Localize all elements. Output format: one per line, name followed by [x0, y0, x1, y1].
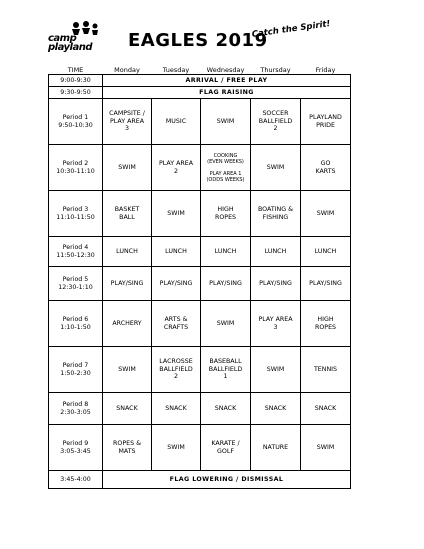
col-header-tuesday: Tuesday: [162, 65, 190, 74]
row-period-6: [49, 301, 351, 347]
period-label: Period 9: [62, 440, 89, 447]
activity-line: PLAY/SING: [159, 279, 193, 287]
activity-line: (ODDS WEEKS): [206, 176, 245, 183]
activity-line: LUNCH: [116, 247, 138, 255]
activity-cell-tuesday: [152, 237, 201, 267]
activity-line: SNACK: [116, 404, 138, 412]
activity-line: 2: [273, 125, 278, 133]
activity-line: SWIM: [167, 443, 185, 451]
activity-cell-wednesday: [201, 301, 251, 347]
activity-line: KARATE /: [211, 440, 240, 447]
time-cell: [49, 347, 103, 393]
activity-line: GO: [320, 160, 331, 167]
flag-raising-cell: FLAG RAISING: [103, 87, 351, 99]
activity-line: GOLF: [217, 447, 234, 455]
activity-cell-wednesday: [201, 425, 251, 471]
activity-line: SWIM: [118, 163, 136, 171]
activity-line: LUNCH: [264, 247, 287, 255]
activity-line: COOKING: [213, 152, 238, 159]
activity-line: SWIM: [316, 443, 335, 451]
activity-cell-tuesday: [152, 347, 201, 393]
activity-line: LACROSSE: [159, 358, 193, 366]
activity-cell-tuesday: [152, 99, 201, 145]
period-time: 1:50-2:30: [60, 369, 91, 377]
col-header-monday: Monday: [114, 65, 140, 74]
time-cell: [49, 301, 103, 347]
activity-line: BALLFIELD: [208, 365, 243, 373]
activity-line: ARTS &: [164, 316, 188, 323]
period-label: Period 1: [62, 114, 89, 121]
activity-cell-thursday: [251, 99, 301, 145]
activity-cell-monday: [103, 191, 152, 237]
row-arrival: [49, 75, 351, 87]
activity-cell-monday: [103, 425, 152, 471]
time-cell: [49, 393, 103, 425]
row-period-5: [49, 267, 351, 301]
activity-line: BALL: [119, 213, 135, 221]
activity-cell-monday: [103, 301, 152, 347]
activity-line: 3: [273, 323, 278, 331]
time-cell: [49, 145, 103, 191]
time-cell: [49, 99, 103, 145]
period-label: Period 3: [62, 206, 89, 213]
period-time: 10:30-11:10: [56, 167, 95, 175]
activity-line: PLAY AREA: [258, 316, 293, 323]
row-period-3: [49, 191, 351, 237]
activity-line: SNACK: [165, 404, 187, 412]
activity-cell-tuesday: [152, 301, 201, 347]
activity-cell-tuesday: [152, 145, 201, 191]
activity-line: CAMPSITE /: [109, 110, 145, 118]
activity-line: MATS: [118, 447, 136, 455]
activity-cell-friday: [301, 145, 351, 191]
activity-cell-thursday: [251, 237, 301, 267]
period-time: 3:05-3:45: [60, 447, 91, 455]
activity-line: SNACK: [314, 404, 337, 412]
header-row: [49, 63, 351, 75]
activity-cell-friday: [301, 425, 351, 471]
activity-line: SNACK: [214, 404, 237, 412]
time-cell: [49, 237, 103, 267]
time-cell: [49, 191, 103, 237]
activity-cell-monday: [103, 347, 152, 393]
time-cell: [49, 425, 103, 471]
dismissal-cell: FLAG LOWERING / DISMISSAL: [103, 471, 351, 489]
period-label: Period 5: [62, 276, 89, 283]
activity-line: PLAY/SING: [110, 279, 144, 287]
row-period-1: [49, 99, 351, 145]
activity-line: HIGH: [317, 316, 334, 323]
col-header-friday: Friday: [315, 65, 336, 74]
activity-cell-thursday: [251, 301, 301, 347]
page-title: EAGLES 2019: [128, 30, 268, 51]
activity-cell-wednesday: [201, 191, 251, 237]
activity-cell-thursday: [251, 191, 301, 237]
activity-line: BASKET: [114, 206, 140, 213]
page-header: [0, 0, 424, 62]
activity-line: ROPES &: [112, 440, 142, 447]
activity-cell-wednesday: [201, 347, 251, 393]
activity-line: SWIM: [118, 365, 136, 373]
period-time: 11:50-12:30: [56, 251, 95, 259]
activity-line: (EVEN WEEKS): [207, 158, 244, 165]
camp-logo: [46, 20, 102, 54]
activity-line: TENNIS: [313, 365, 338, 373]
period-label: Period 8: [62, 401, 89, 408]
activity-line: PLAY AREA: [158, 160, 194, 167]
activity-line: LUNCH: [165, 247, 187, 255]
arrival-cell: ARRIVAL / FREE PLAY: [103, 75, 351, 87]
activity-cell-tuesday: [152, 393, 201, 425]
logo-line-2: playland: [48, 42, 92, 53]
activity-line: PLAYLAND: [309, 114, 342, 121]
col-header-thursday: Thursday: [260, 65, 291, 74]
activity-cell-wednesday: [201, 145, 251, 191]
period-label: Period 4: [62, 244, 89, 251]
activity-cell-friday: [301, 237, 351, 267]
activity-line: SWIM: [167, 209, 185, 217]
period-time: 1:10-1:50: [60, 323, 91, 331]
activity-line: SWIM: [216, 117, 235, 125]
row-period-4: [49, 237, 351, 267]
activity-cell-friday: [301, 191, 351, 237]
activity-cell-monday: [103, 393, 152, 425]
activity-line: ARCHERY: [112, 319, 142, 327]
col-header-wednesday: Wednesday: [206, 65, 245, 74]
activity-line: SWIM: [316, 209, 335, 217]
activity-line: PRIDE: [316, 121, 335, 129]
activity-line: 3: [124, 125, 129, 133]
activity-line: 1: [223, 373, 228, 381]
activity-cell-monday: [103, 267, 152, 301]
activity-cell-thursday: [251, 347, 301, 393]
logo-line-1: camp: [48, 33, 77, 44]
activity-line: LUNCH: [314, 247, 337, 255]
period-time: 2:30-3:05: [60, 408, 91, 416]
activity-cell-thursday: [251, 267, 301, 301]
activity-line: PLAY AREA 1: [209, 170, 242, 177]
schedule-table: [48, 63, 351, 489]
activity-cell-wednesday: [201, 99, 251, 145]
row-period-9: [49, 425, 351, 471]
logo-text: [48, 34, 92, 52]
activity-cell-friday: [301, 347, 351, 393]
activity-line: BALLFIELD: [159, 365, 193, 373]
activity-cell-monday: [103, 99, 152, 145]
activity-line: PLAY/SING: [309, 279, 342, 287]
activity-line: SNACK: [264, 404, 287, 412]
row-period-7: [49, 347, 351, 393]
period-time: 12:30-1:10: [58, 283, 93, 291]
activity-line: BOATING &: [257, 206, 294, 213]
period-label: Period 6: [62, 316, 89, 323]
activity-line: PLAY/SING: [259, 279, 292, 287]
time-cell: 9:00-9:30: [49, 75, 103, 87]
period-time: 9:50-10:30: [58, 121, 93, 129]
activity-cell-wednesday: [201, 393, 251, 425]
time-cell: 3:45-4:00: [49, 471, 103, 489]
activity-line: CRAFTS: [163, 323, 189, 331]
activity-cell-tuesday: [152, 267, 201, 301]
activity-line: FISHING: [262, 213, 289, 221]
activity-line: NATURE: [262, 443, 289, 451]
activity-cell-friday: [301, 301, 351, 347]
activity-line: PLAY/SING: [209, 279, 242, 287]
activity-line: SOCCER: [262, 110, 289, 118]
activity-line: LUNCH: [214, 247, 237, 255]
time-cell: [49, 267, 103, 301]
activity-cell-friday: [301, 393, 351, 425]
row-flag-raising: [49, 87, 351, 99]
activity-line: BASEBALL: [209, 358, 242, 366]
activity-line: SWIM: [266, 365, 285, 373]
activity-line: MUSIC: [165, 117, 187, 125]
activity-cell-wednesday: [201, 237, 251, 267]
activity-cell-thursday: [251, 425, 301, 471]
activity-cell-monday: [103, 145, 152, 191]
activity-line: KARTS: [315, 167, 336, 175]
period-label: Period 2: [62, 160, 89, 167]
activity-line: 2: [173, 373, 178, 381]
activity-cell-friday: [301, 267, 351, 301]
activity-line: ROPES: [214, 213, 237, 221]
col-header-time: TIME: [67, 65, 84, 74]
activity-line: PLAY AREA: [109, 117, 145, 125]
row-dismissal: [49, 471, 351, 489]
activity-line: ROPES: [314, 323, 337, 331]
row-period-8: [49, 393, 351, 425]
activity-line: 2: [173, 167, 178, 175]
activity-cell-tuesday: [152, 191, 201, 237]
activity-line: SWIM: [216, 319, 235, 327]
activity-cell-monday: [103, 237, 152, 267]
activity-cell-thursday: [251, 393, 301, 425]
tagline: Catch the Spirit!: [251, 19, 332, 40]
activity-line: SWIM: [266, 163, 285, 171]
activity-cell-wednesday: [201, 267, 251, 301]
activity-line: HIGH: [217, 206, 234, 213]
time-cell: 9:30-9:50: [49, 87, 103, 99]
activity-cell-friday: [301, 99, 351, 145]
activity-line: BALLFIELD: [258, 117, 293, 125]
activity-cell-tuesday: [152, 425, 201, 471]
row-period-2: [49, 145, 351, 191]
period-time: 11:10-11:50: [56, 213, 95, 221]
period-label: Period 7: [62, 362, 89, 369]
activity-cell-thursday: [251, 145, 301, 191]
